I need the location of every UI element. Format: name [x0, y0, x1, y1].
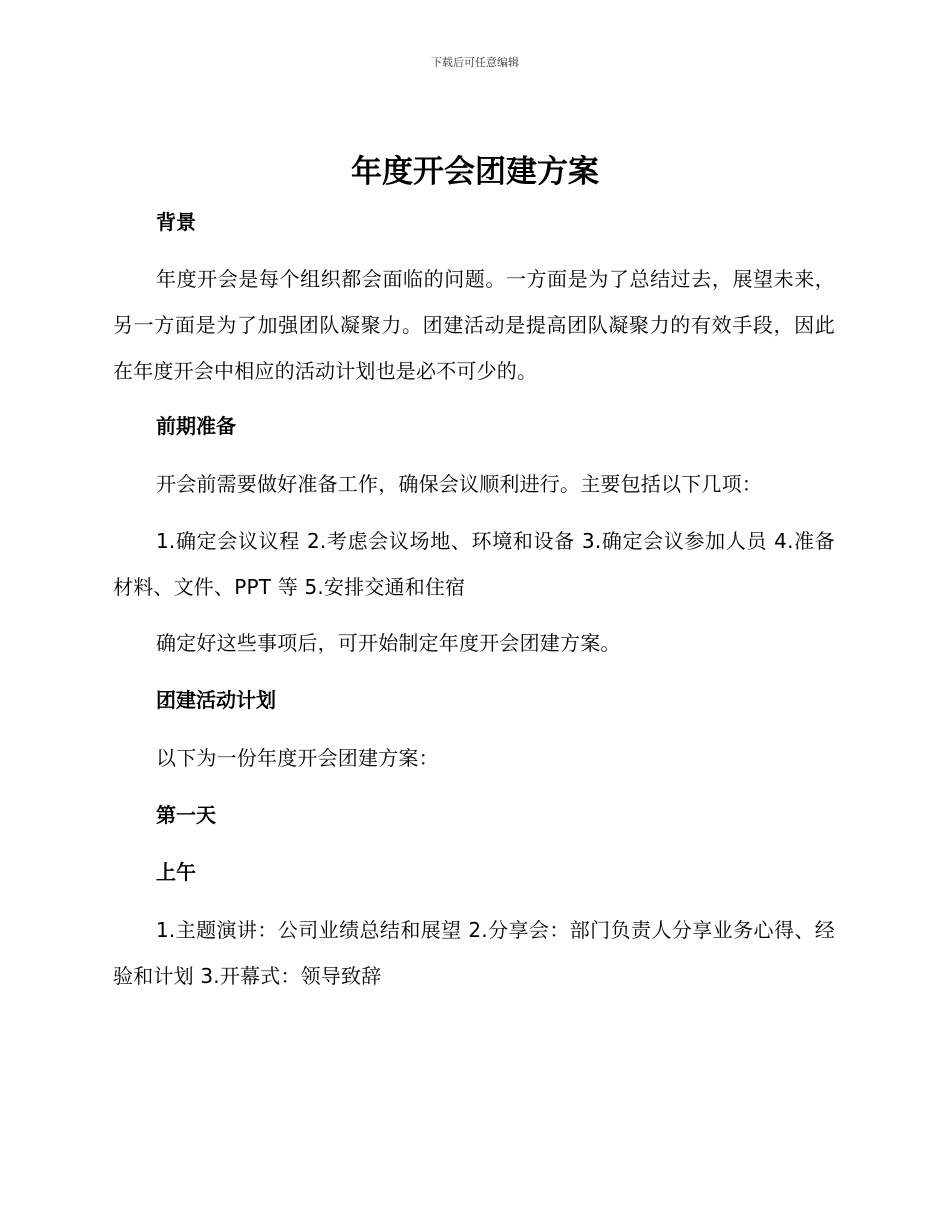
section-heading-plan: 团建活动计划: [156, 688, 276, 712]
section-heading-day-one: 第一天: [156, 803, 216, 827]
preparation-list: 1.确定会议议程 2.考虑会议场地、环境和设备 3.确定会议参加人员 4.准备材料、文件、PPT 等 5.安排交通和住宿: [113, 529, 835, 599]
header-note: 下载后可任意编辑: [431, 56, 519, 69]
morning-schedule: 1.主题演讲：公司业绩总结和展望 2.分享会：部门负责人分享业务心得、经验和计划 3.开幕式：领导致辞: [113, 918, 835, 988]
background-paragraph: 年度开会是每个组织都会面临的问题。一方面是为了总结过去，展望未来，另一方面是为了加强团队凝聚力。团建活动是提高团队凝聚力的有效手段，因此在年度开会中相应的活动计划也是必不可少的。: [113, 267, 835, 383]
preparation-paragraph: 开会前需要做好准备工作，确保会议顺利进行。主要包括以下几项：: [156, 472, 762, 496]
section-heading-background: 背景: [156, 210, 196, 234]
document-title: 年度开会团建方案: [351, 154, 599, 190]
plan-paragraph: 以下为一份年度开会团建方案：: [156, 746, 439, 770]
preparation-closing: 确定好这些事项后，可开始制定年度开会团建方案。: [156, 631, 621, 655]
section-heading-morning: 上午: [156, 860, 196, 884]
section-heading-preparation: 前期准备: [156, 414, 236, 438]
